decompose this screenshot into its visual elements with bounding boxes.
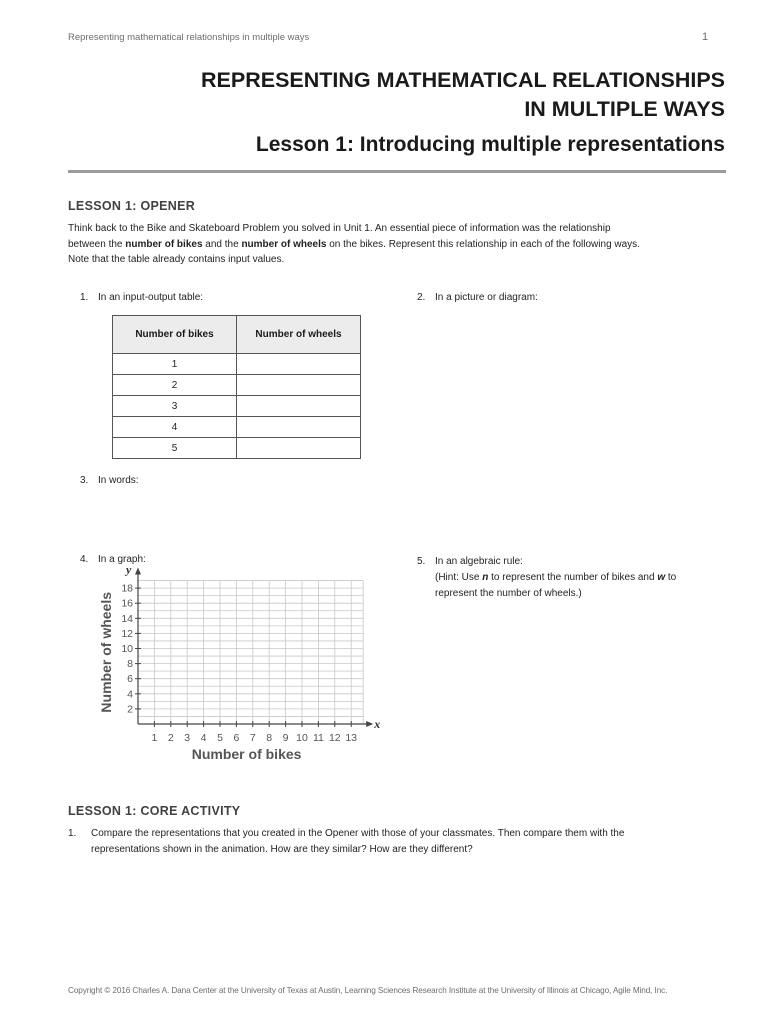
wheels-cell[interactable] <box>237 438 361 459</box>
item-1-number: 1. <box>80 292 89 303</box>
running-header: Representing mathematical relationships in multiple ways <box>68 32 310 43</box>
table-row <box>113 375 361 396</box>
core-line-1: Compare the representations that you created in the Opener with those of your classmates. Then compare them with the <box>91 828 625 839</box>
opener-bold-wheels: number of wheels <box>241 238 327 250</box>
core-activity-item-1 <box>68 826 748 857</box>
core-item-number: 1. <box>68 828 77 839</box>
y-tick-label: 16 <box>121 597 133 610</box>
item-4 <box>80 554 146 565</box>
x-tick-label: 9 <box>282 732 289 744</box>
bikes-cell: 3 <box>113 396 237 417</box>
page-number: 1 <box>701 31 709 43</box>
coordinate-grid-graph[interactable] <box>96 562 386 770</box>
item-5-hint-line-2: represent the number of wheels.) <box>435 588 582 599</box>
item-3 <box>80 475 139 486</box>
item-1-label: In an input-output table: <box>98 292 204 303</box>
y-axis-variable: y <box>126 562 132 577</box>
opener-bold-bikes: number of bikes <box>125 238 203 250</box>
hint-var-w: w <box>657 572 666 583</box>
input-output-table <box>112 315 361 459</box>
x-axis-variable: x <box>374 717 381 731</box>
x-tick-label: 6 <box>233 732 240 744</box>
item-2-label: In a picture or diagram: <box>435 292 538 303</box>
item-5-label: In an algebraic rule: <box>435 556 523 567</box>
x-tick-label: 5 <box>217 732 223 744</box>
wheels-cell[interactable] <box>237 354 361 375</box>
hint-text: to <box>665 572 677 583</box>
x-tick-label: 8 <box>266 732 273 744</box>
title-line-2: IN MULTIPLE WAYS <box>524 97 725 121</box>
item-4-label: In a graph: <box>98 554 146 565</box>
x-axis-arrow <box>366 721 373 727</box>
y-tick-label: 2 <box>127 703 133 716</box>
x-tick-label: 11 <box>312 732 324 744</box>
x-tick-label: 10 <box>296 732 308 744</box>
x-tick-label: 3 <box>184 732 191 744</box>
item-5-number: 5. <box>417 556 426 567</box>
table-row <box>113 396 361 417</box>
item-2 <box>417 292 538 303</box>
item-1 <box>80 292 203 303</box>
core-activity-heading: LESSON 1: CORE ACTIVITY <box>68 804 241 818</box>
table-header-wheels: Number of wheels <box>237 316 361 354</box>
opener-text: and the <box>202 238 242 250</box>
x-tick-label: 13 <box>345 732 358 744</box>
copyright-footer: Copyright © 2016 Charles A. Dana Center at the University of Texas at Austin, Learning Sciences Research Institute at the University of Illinois at Chicago, Agile Mind, Inc. <box>68 986 668 995</box>
hint-text: (Hint: Use <box>435 572 483 583</box>
lesson-title: Lesson 1: Introducing multiple representations <box>255 133 725 156</box>
table-row <box>113 438 361 459</box>
core-line-2: representations shown in the animation. How are they similar? How are they different? <box>91 843 473 855</box>
x-tick-label: 2 <box>167 732 174 744</box>
opener-text: on the bikes. Represent this relationship in each of the following ways. <box>326 238 640 250</box>
x-tick-label: 4 <box>200 732 207 744</box>
item-2-number: 2. <box>417 292 426 303</box>
opener-paragraph <box>68 221 738 268</box>
bikes-cell: 4 <box>113 417 237 438</box>
y-tick-label: 10 <box>121 643 133 655</box>
hint-var-n: n <box>482 572 489 583</box>
item-5-hint <box>417 570 676 586</box>
y-tick-label: 18 <box>121 582 133 595</box>
x-axis-title: Number of bikes <box>191 746 302 762</box>
bikes-cell: 2 <box>113 375 237 396</box>
wheels-cell[interactable] <box>237 375 361 396</box>
wheels-cell[interactable] <box>237 417 361 438</box>
wheels-cell[interactable] <box>237 396 361 417</box>
table-row <box>113 417 361 438</box>
item-3-label: In words: <box>98 475 139 486</box>
opener-text: between the <box>68 238 126 250</box>
table-header-row <box>113 316 361 354</box>
y-tick-label: 8 <box>127 658 133 671</box>
hint-text: to represent the number of bikes and <box>488 572 658 583</box>
x-tick-label: 1 <box>151 732 158 744</box>
table-header-bikes: Number of bikes <box>113 316 237 354</box>
opener-line-3: Note that the table already contains input values. <box>68 254 285 265</box>
y-axis-arrow <box>135 568 141 575</box>
page-title <box>201 66 725 124</box>
item-5 <box>417 554 676 602</box>
table-row <box>113 354 361 375</box>
opener-line-1: Think back to the Bike and Skateboard Problem you solved in Unit 1. An essential piece of information was the relationship <box>68 223 611 234</box>
opener-heading: LESSON 1: OPENER <box>68 199 196 213</box>
x-tick-label: 7 <box>249 732 256 744</box>
y-axis-title: Number of wheels <box>98 591 114 713</box>
y-tick-label: 6 <box>127 673 133 686</box>
bikes-cell: 5 <box>113 438 237 459</box>
y-tick-label: 4 <box>127 688 133 701</box>
title-divider <box>68 170 726 173</box>
item-4-number: 4. <box>80 554 89 565</box>
title-line-1: REPRESENTING MATHEMATICAL RELATIONSHIPS <box>201 68 725 92</box>
item-3-number: 3. <box>80 475 89 486</box>
y-tick-label: 12 <box>121 627 133 640</box>
bikes-cell: 1 <box>113 354 237 375</box>
opener-line-2 <box>68 237 738 253</box>
y-tick-label: 14 <box>121 612 133 625</box>
x-tick-label: 12 <box>328 732 341 744</box>
